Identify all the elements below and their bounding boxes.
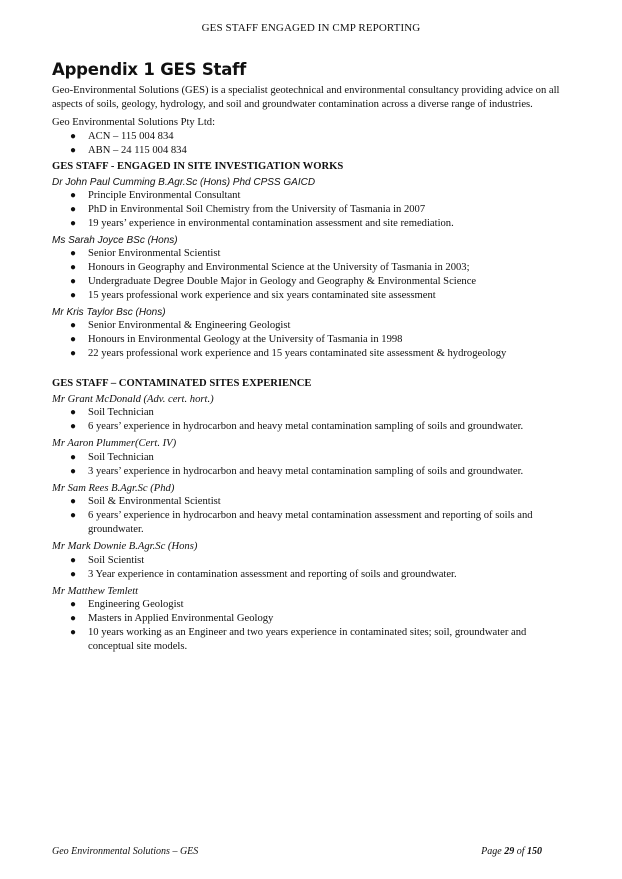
bullet-icon: ● [70,510,77,521]
page-title: Appendix 1 GES Staff [52,60,247,79]
list-item [52,247,572,261]
list-item [52,203,572,217]
staff-name: Mr Grant McDonald (Adv. cert. hort.) [52,393,214,405]
bullet-icon: ● [70,465,77,477]
staff-detail: Honours in Geography and Environmental Science at the University of Tasmania in 2003; [88,261,470,273]
bullet-icon: ● [70,247,77,259]
staff-detail: Soil Technician [88,451,154,463]
list-item [52,319,572,333]
staff-details-list [52,598,572,654]
staff-name: Mr Sam Rees B.Agr.Sc (Phd) [52,482,175,494]
list-item [52,451,572,465]
company-abn: ABN – 24 115 004 834 [88,144,187,156]
staff-name: Mr Matthew Temlett [52,585,139,597]
list-item [52,217,572,231]
bullet-icon: ● [70,217,77,229]
staff-name: Dr John Paul Cumming B.Agr.Sc (Hons) Phd CPSS GAICD [52,176,316,188]
staff-detail: 22 years professional work experience and 15 years contaminated site assessment & hydrogeology [88,347,507,359]
page-content [52,60,572,654]
staff-detail: Engineering Geologist [88,599,184,610]
list-item [52,189,572,203]
footer-company: Geo Environmental Solutions – GES [52,846,199,857]
bullet-icon: ● [70,319,77,331]
list-item [52,509,572,537]
staff-detail: 3 Year experience in contamination assessment and reporting of soils and groundwater. [88,568,457,580]
staff-detail: 6 years’ experience in hydrocarbon and heavy metal contamination assessment and reporting of soils and groundwater. [88,510,533,535]
staff-detail: Masters in Applied Environmental Geology [88,613,274,624]
staff-name: Mr Kris Taylor Bsc (Hons) [52,306,166,318]
list-item [52,289,572,303]
bullet-icon: ● [70,568,77,580]
staff-detail: Undergraduate Degree Double Major in Geology and Geography & Environmental Science [88,275,477,287]
bullet-icon: ● [70,289,77,301]
staff-detail: Soil Scientist [88,554,145,566]
bullet-icon: ● [70,407,77,418]
bullet-icon: ● [70,189,77,201]
list-item [52,554,572,568]
bullet-icon: ● [70,347,77,359]
staff-name: Mr Mark Downie B.Agr.Sc (Hons) [52,541,198,552]
bullet-icon: ● [70,613,77,624]
intro-paragraph: Geo-Environmental Solutions (GES) is a specialist geotechnical and environmental consultancy providing advice on all aspects of soils, geology, hydrology, and soil and groundwater contamination across a diverse range of industries. [52,85,560,110]
staff-detail: 19 years’ experience in environmental contamination assessment and site remediation. [88,217,454,229]
bullet-icon: ● [70,203,77,215]
staff-detail: 3 years’ experience in hydrocarbon and heavy metal contamination sampling of soils and groundwater. [88,465,524,477]
page-current: 29 [504,846,515,857]
list-item [52,406,572,420]
list-item [52,420,572,434]
bullet-icon: ● [70,627,77,638]
staff-details-list [52,495,572,537]
list-item [52,495,572,509]
staff-details-list [52,406,572,434]
staff-details-list [52,247,572,303]
staff-name: Ms Sarah Joyce BSc (Hons) [52,234,178,246]
section-title-site-investigation: GES STAFF - ENGAGED IN SITE INVESTIGATION WORKS [52,160,344,172]
bullet-icon: ● [70,496,77,507]
bullet-icon: ● [70,599,77,610]
bullet-icon: ● [70,130,77,142]
staff-details-list [52,554,572,582]
page-total: 150 [527,846,542,857]
staff-detail: 6 years’ experience in hydrocarbon and heavy metal contamination sampling of soils and groundwater. [88,421,524,432]
staff-details-list [52,189,572,231]
company-id-list [52,130,572,158]
list-item [52,261,572,275]
bullet-icon: ● [70,421,77,432]
bullet-icon: ● [70,144,77,156]
staff-details-list [52,451,572,479]
bullet-icon: ● [70,261,77,273]
staff-detail: 10 years working as an Engineer and two years experience in contaminated sites; soil, groundwater and conceptual site models. [88,627,527,652]
list-item [52,568,572,582]
list-item [52,130,572,144]
bullet-icon: ● [70,554,77,566]
list-item [52,275,572,289]
staff-detail: Soil & Environmental Scientist [88,496,221,507]
section-title-contaminated-sites: GES STAFF – CONTAMINATED SITES EXPERIENCE [52,377,312,389]
bullet-icon: ● [70,275,77,287]
staff-detail: 15 years professional work experience and six years contaminated site assessment [88,289,436,301]
staff-name: Mr Aaron Plummer(Cert. IV) [52,438,177,449]
list-item [52,465,572,479]
section-site-investigation [52,176,572,361]
list-item [52,333,572,347]
bullet-icon: ● [70,333,77,345]
page-label: Page [481,846,502,857]
company-name: Geo Environmental Solutions Pty Ltd: [52,117,216,128]
section-contaminated-sites [52,393,572,655]
list-item [52,144,572,158]
list-item [52,347,572,361]
staff-detail: Senior Environmental Scientist [88,247,221,259]
page-of-label: of [516,846,525,857]
staff-detail: PhD in Environmental Soil Chemistry from the University of Tasmania in 2007 [88,203,426,215]
staff-detail: Soil Technician [88,407,154,418]
company-acn: ACN – 115 004 834 [88,130,174,142]
footer-page-number [481,846,542,857]
running-header: GES STAFF ENGAGED IN CMP REPORTING [201,22,421,34]
list-item [52,598,572,612]
bullet-icon: ● [70,451,77,463]
staff-detail: Principle Environmental Consultant [88,189,241,201]
staff-detail: Senior Environmental & Engineering Geologist [88,319,291,331]
staff-detail: Honours in Environmental Geology at the University of Tasmania in 1998 [88,333,403,345]
list-item [52,612,572,626]
list-item [52,626,572,654]
staff-details-list [52,319,572,361]
